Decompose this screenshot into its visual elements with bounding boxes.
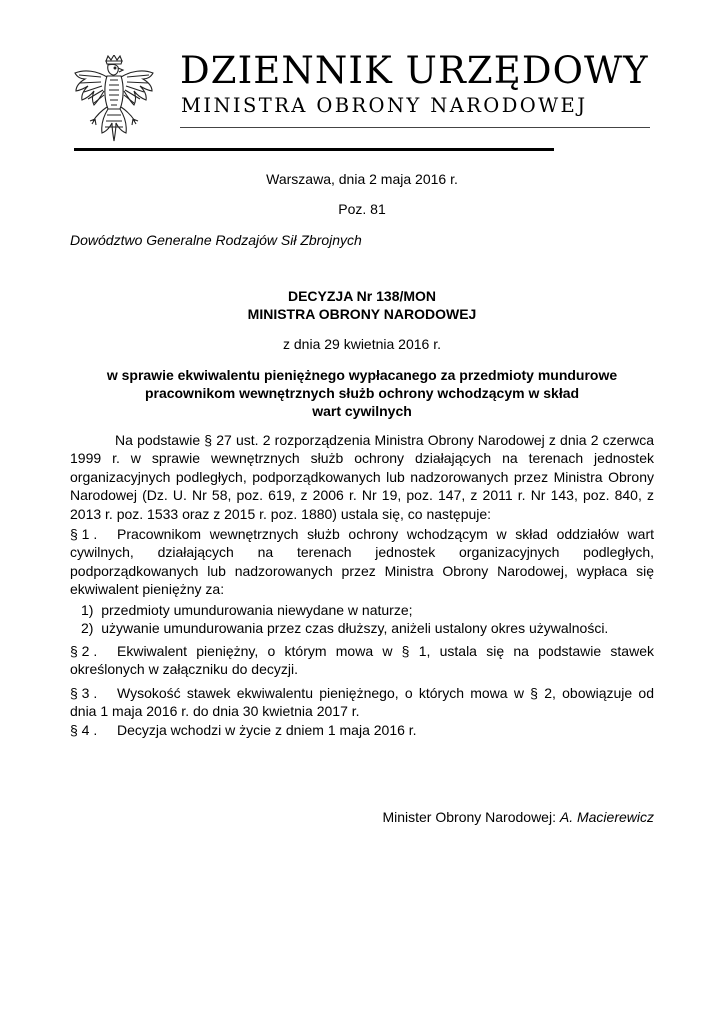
list-item-1 xyxy=(81,601,413,619)
signature xyxy=(382,808,654,826)
section-3-number: § 3 . xyxy=(70,685,98,701)
subject-line-3: wart cywilnych xyxy=(312,403,412,419)
section-2 xyxy=(70,642,654,679)
section-3-text: Wysokość stawek ekwiwalentu pieniężnego, o których mowa w § 2, obowiązuje od dnia 1 maja 2016 r. do dnia 30 kwietnia 2017 r. xyxy=(70,685,654,720)
section-1 xyxy=(70,525,654,599)
subject-line-2: pracownikom wewnętrznych służb ochrony wchodzącym w skład xyxy=(144,385,580,401)
list-item-1-number: 1) xyxy=(81,602,94,618)
decision-title: DECYZJA Nr 138/MON xyxy=(287,288,437,304)
section-1-number: § 1 . xyxy=(70,526,98,542)
decision-date: z dnia 29 kwietnia 2016 r. xyxy=(283,336,441,352)
header-rule-thin xyxy=(180,127,650,128)
journal-title: DZIENNIK URZĘDOWY xyxy=(180,49,649,92)
signature-role: Minister Obrony Narodowej: xyxy=(382,809,560,825)
list-item-2-number: 2) xyxy=(81,620,94,636)
list-item-2 xyxy=(81,619,608,637)
section-4-text: Decyzja wchodzi w życie z dniem 1 maja 2016 r. xyxy=(117,722,417,738)
place-date: Warszawa, dnia 2 maja 2016 r. xyxy=(266,171,458,187)
section-2-number: § 2 . xyxy=(70,643,98,659)
subject-line-1: w sprawie ekwiwalentu pieniężnego wypłacanego za przedmioty mundurowe xyxy=(106,367,618,383)
position-number: Poz. 81 xyxy=(338,201,386,217)
section-3 xyxy=(70,684,654,721)
list-item-1-text: przedmioty umundurowania niewydane w naturze; xyxy=(101,602,413,618)
polish-eagle-emblem-icon xyxy=(71,55,157,149)
journal-subtitle: MINISTRA OBRONY NARODOWEJ xyxy=(181,94,588,117)
preamble: Na podstawie § 27 ust. 2 rozporządzenia Ministra Obrony Narodowej z dnia 2 czerwca 1999 r. w sprawie wewnętrznych służb ochrony działających na terenach jednostek organizacyjnych podległych, podporządkowanych lub nadzorowanych przez Ministra Obrony Narodowej (Dz. U. Nr 58, poz. 619, z 2006 r. Nr 19, poz. 147, z 2011 r. Nr 143, poz. 840, z 2013 r. poz. 1533 oraz z 2015 r. poz. 1880) ustala się, co następuje: xyxy=(70,432,654,522)
decision-minister: MINISTRA OBRONY NARODOWEJ xyxy=(247,306,477,322)
signature-name: A. Macierewicz xyxy=(559,809,654,825)
section-4 xyxy=(70,721,654,739)
section-1-text: Pracownikom wewnętrznych służb ochrony wchodzącym w skład oddziałów wart cywilnych, działających na terenach jednostek organizacyjnych podległych, podporządkowanych lub nadzorowanych przez Ministra Obrony Narodowej, wypłaca się ekwiwalent pieniężny za: xyxy=(70,526,654,598)
issuer: Dowództwo Generalne Rodzajów Sił Zbrojnych xyxy=(70,232,362,248)
section-2-text: Ekwiwalent pieniężny, o którym mowa w § 1, ustala się na podstawie stawek określonych w załączniku do decyzji. xyxy=(70,643,654,678)
section-4-number: § 4 . xyxy=(70,722,98,738)
list-item-2-text: używanie umundurowania przez czas dłuższy, aniżeli ustalony okres używalności. xyxy=(101,620,609,636)
header-rule-thick xyxy=(74,148,554,151)
